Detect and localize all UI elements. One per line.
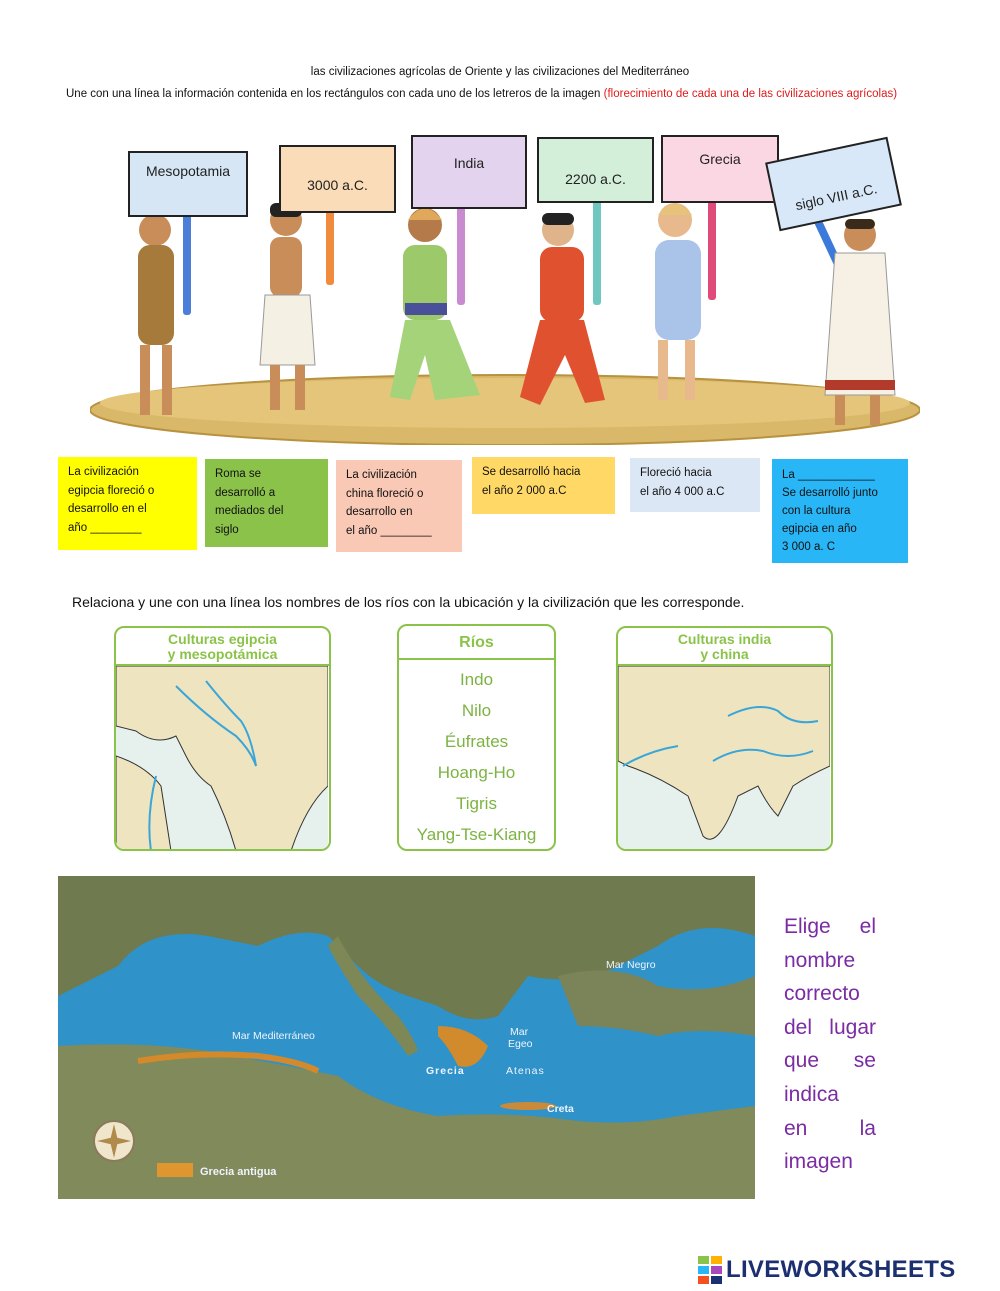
panel-left-title-line-2: y mesopotámica (167, 646, 278, 662)
sign-3000-ac: 3000 a.C. (279, 145, 396, 213)
side-line: del lugar (784, 1015, 876, 1039)
info-card-china: La civilización china floreció o desarrollo en el año ________ (336, 460, 462, 552)
info-card-2000: Se desarrolló hacia el año 2 000 a.C (472, 457, 615, 514)
river-item[interactable]: Hoang-Ho (437, 763, 516, 782)
mediterranean-relief-map (58, 876, 755, 1199)
side-line: en la (784, 1116, 876, 1140)
panel-egipcia-mesopotamica (114, 626, 331, 851)
legend-grecia-antigua: Grecia antigua (200, 1166, 277, 1178)
sign-2200-ac: 2200 a.C. (537, 137, 654, 203)
river-item[interactable]: Yang-Tse-Kiang (416, 825, 537, 844)
rivers-list (399, 660, 554, 850)
sign-siglo-viii-ac: siglo VIII a.C. (765, 137, 902, 231)
panel-left-title (116, 628, 329, 666)
brand-name: LIVEWORKSHEETS (726, 1256, 956, 1283)
label-mar-negro: Mar Negro (606, 959, 656, 971)
side-line: nombre (784, 948, 856, 972)
panel-rios (397, 624, 556, 851)
label-creta: Creta (547, 1103, 574, 1115)
label-atenas: Atenas (506, 1065, 545, 1077)
panel-india-china (616, 626, 833, 851)
liveworksheets-logo-icon (698, 1256, 722, 1284)
side-line: Elige el (784, 915, 876, 938)
sign-india: India (411, 135, 527, 209)
info-card-egipcia: La civilización egipcia floreció o desarrollo en el año ________ (58, 457, 197, 550)
side-line: que se (784, 1049, 876, 1073)
label-mar-egeo-1: Mar (510, 1026, 529, 1038)
worksheet-title: las civilizaciones agrícolas de Oriente y las civilizaciones del Mediterráneo (310, 66, 690, 78)
label-mar-egeo-2: Egeo (508, 1038, 533, 1050)
panel-right-title-line-1: Culturas india (677, 631, 772, 647)
india-china-map (618, 666, 830, 851)
side-line: indica (784, 1082, 839, 1106)
panel-center-title: Ríos (399, 626, 554, 660)
info-card-4000: Floreció hacia el año 4 000 a.C (630, 458, 760, 512)
river-item[interactable]: Éufrates (444, 732, 509, 751)
side-line: imagen (784, 1150, 853, 1174)
instruction-1 (66, 86, 926, 102)
instruction-2: Relaciona y une con una línea los nombres de los ríos con la ubicación y la civilización que les corresponde. (72, 594, 745, 610)
river-item[interactable]: Tigris (456, 794, 497, 813)
sign-mesopotamia: Mesopotamia (128, 151, 248, 217)
label-grecia: Grecia (426, 1065, 465, 1077)
mediterranean-map (58, 876, 755, 1199)
side-instruction (784, 910, 876, 1179)
side-line: correcto (784, 982, 860, 1006)
river-item[interactable]: Nilo (461, 701, 492, 720)
civilizations-illustration (90, 135, 920, 445)
panel-right-title-line-2: y china (700, 646, 749, 662)
panel-right-title (618, 628, 831, 666)
panel-left-title-line-1: Culturas egipcia (168, 631, 277, 647)
egypt-mesopotamia-map (116, 666, 328, 851)
river-item[interactable]: Indo (459, 670, 494, 689)
info-card-3000-blank: La ____________ Se desarrolló junto con la cultura egipcia en año 3 000 a. C (772, 459, 908, 563)
instruction-1-highlight: (florecimiento de cada una de las civilizaciones agrícolas) (603, 88, 898, 100)
label-mar-mediterraneo: Mar Mediterráneo (232, 1030, 315, 1042)
instruction-1-text: Une con una línea la información contenida en los rectángulos con cada uno de los letreros de la imagen (66, 88, 601, 100)
sign-grecia: Grecia (661, 135, 779, 203)
info-card-roma: Roma se desarrolló a mediados del siglo (205, 459, 328, 547)
